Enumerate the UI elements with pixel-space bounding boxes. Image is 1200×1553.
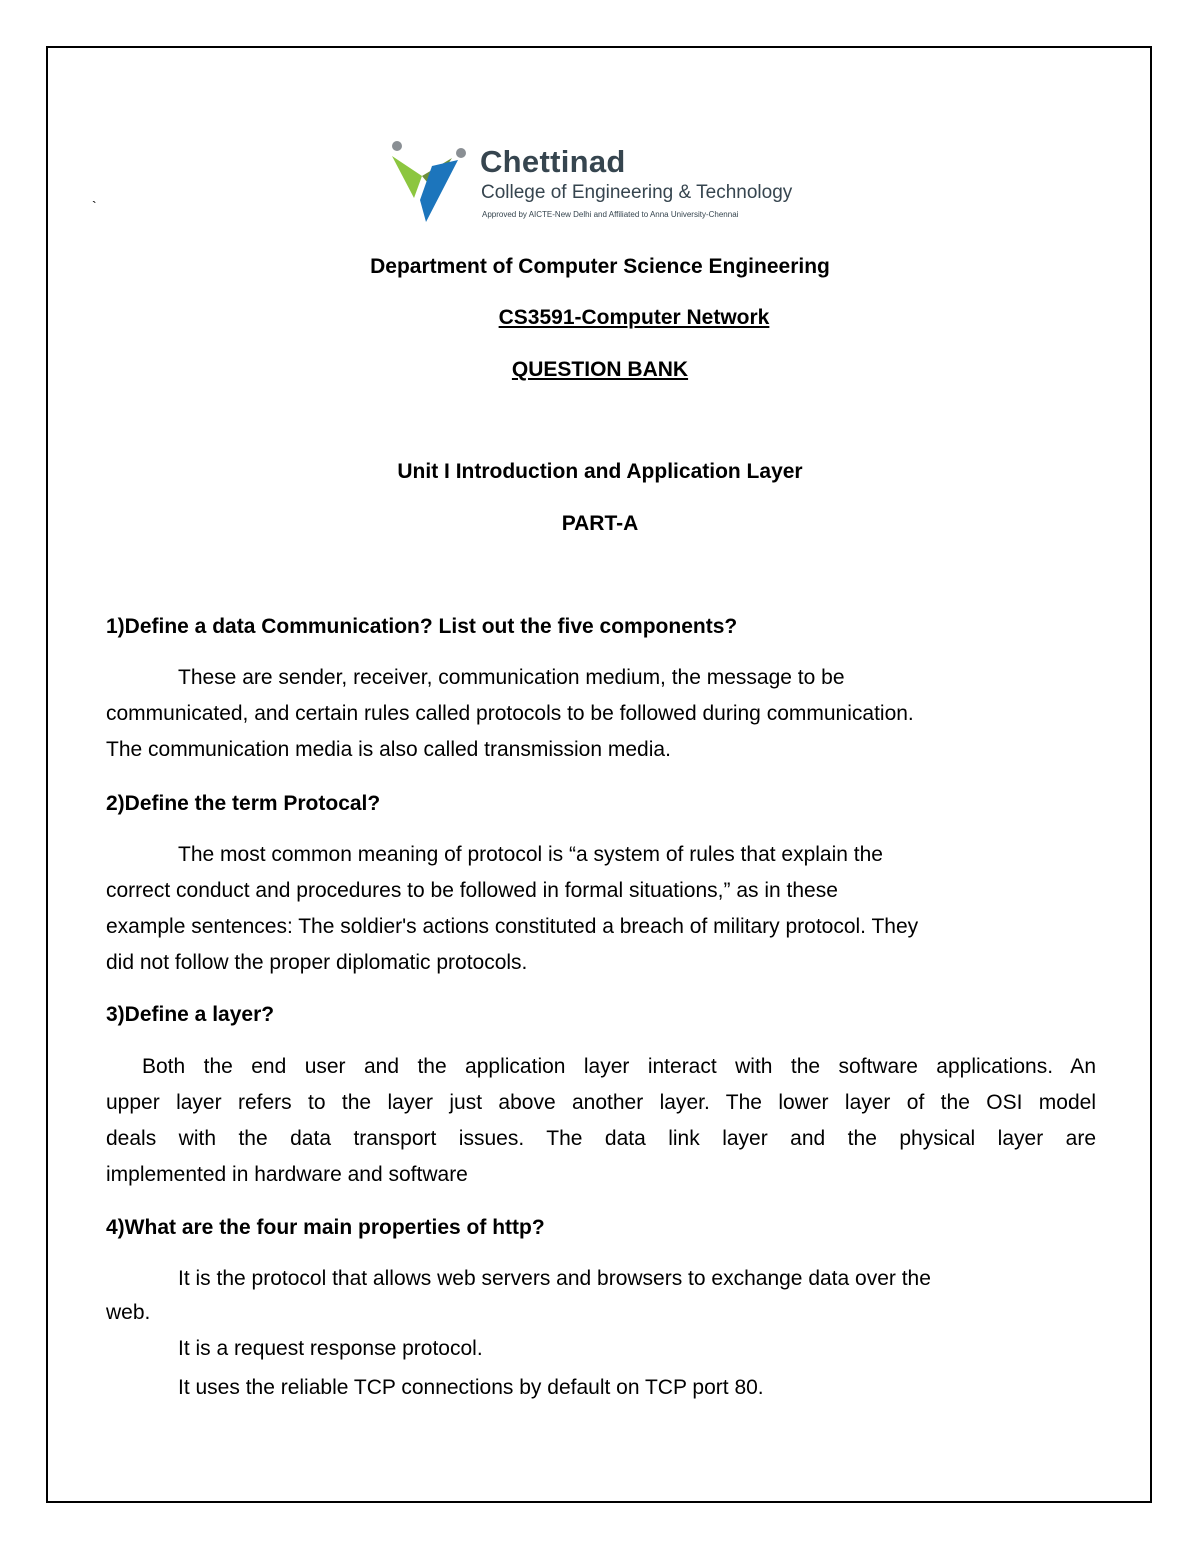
- answer-line: These are sender, receiver, communication medium, the message to be: [178, 666, 845, 689]
- question-3-title: 3)Define a layer?: [106, 1003, 275, 1026]
- answer-line: web.: [106, 1301, 151, 1324]
- question-2-title: 2)Define the term Protocal?: [106, 792, 381, 815]
- answer-line: Both the end user and the application layer interact with the software applications. An: [142, 1055, 1096, 1078]
- question-bank-heading: QUESTION BANK: [511, 358, 689, 381]
- answer-line: It uses the reliable TCP connections by default on TCP port 80.: [178, 1376, 764, 1399]
- question-2-answer: [106, 837, 1096, 981]
- answer-line: It is a request response protocol.: [178, 1337, 483, 1360]
- logo-name: Chettinad: [480, 144, 626, 179]
- answer-line: upper layer refers to the layer just above another layer. The lower layer of the OSI model: [106, 1091, 1096, 1114]
- college-logo: [386, 140, 816, 226]
- question-1-title: 1)Define a data Communication? List out the five components?: [106, 615, 738, 638]
- answer-line: The communication media is also called transmission media.: [106, 738, 671, 761]
- logo-subtitle: College of Engineering & Technology: [481, 182, 793, 203]
- part-title: PART-A: [561, 512, 639, 535]
- question-4-answer: [106, 1261, 1096, 1407]
- logo-approval: Approved by AICTE-New Delhi and Affiliated to Anna University-Chennai: [482, 210, 739, 219]
- question-1-answer: [106, 660, 1096, 768]
- answer-line: It is the protocol that allows web servers and browsers to exchange data over the: [178, 1267, 931, 1290]
- course-title: [0, 306, 1200, 330]
- answer-line: communicated, and certain rules called protocols to be followed during communication.: [106, 702, 914, 725]
- question-4-title: 4)What are the four main properties of http?: [106, 1216, 545, 1239]
- answer-line: implemented in hardware and software: [106, 1163, 468, 1186]
- stray-mark: `: [92, 198, 97, 214]
- answer-line: The most common meaning of protocol is “a system of rules that explain the: [178, 843, 883, 866]
- chettinad-emblem-icon: [386, 140, 476, 226]
- department-title: Department of Computer Science Engineering: [370, 255, 830, 278]
- answer-line: deals with the data transport issues. The data link layer and the physical layer are: [106, 1127, 1096, 1150]
- answer-line: correct conduct and procedures to be followed in formal situations,” as in these: [106, 879, 838, 902]
- question-3-answer: [106, 1049, 1096, 1193]
- answer-line: example sentences: The soldier's actions constituted a breach of military protocol. They: [106, 915, 919, 938]
- course-code: CS3591-Computer Network: [498, 306, 770, 329]
- answer-line: did not follow the proper diplomatic protocols.: [106, 951, 528, 974]
- unit-title: Unit I Introduction and Application Layer: [397, 460, 803, 483]
- doc-title: [0, 358, 1200, 382]
